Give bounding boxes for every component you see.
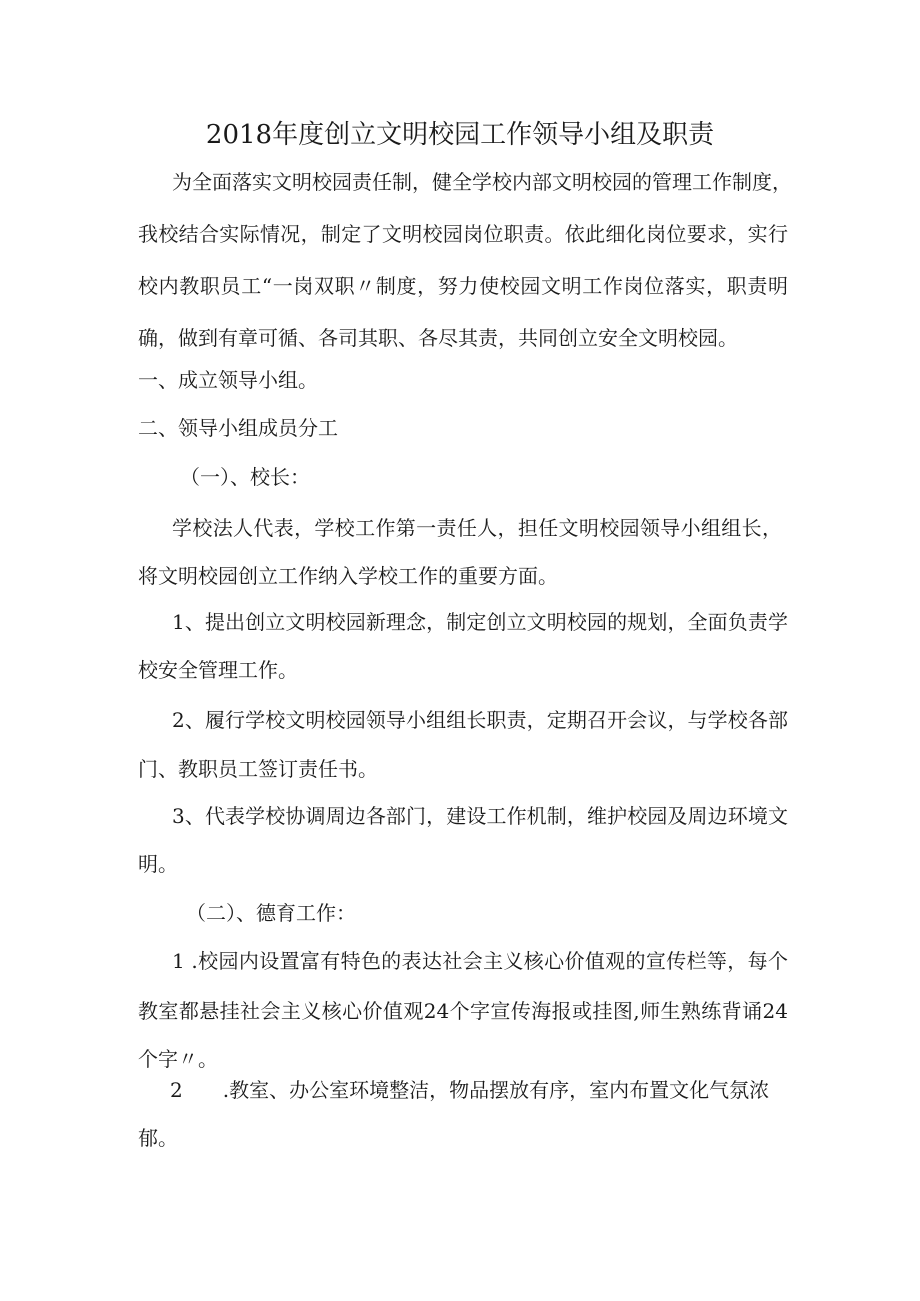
principal-item-3-line-1: 3、代表学校协调周边各部门，建设工作机制，维护校园及周边环境文 <box>172 804 788 828</box>
intro-line-2: 我校结合实际情况，制定了文明校园岗位职责。依此细化岗位要求，实行 <box>138 222 788 246</box>
moral-item-1-line-2: 教室都悬挂社会主义核心价值观24个字宣传海报或挂图,师生熟练背诵24 <box>138 999 788 1023</box>
section-heading-2: 二、领导小组成员分工 <box>138 416 338 440</box>
principal-item-3-line-2: 明。 <box>138 852 178 876</box>
intro-line-4: 确，做到有章可循、各司其职、各尽其责，共同创立安全文明校园。 <box>138 326 738 350</box>
principal-desc-line-2: 将文明校园创立工作纳入学校工作的重要方面。 <box>138 564 558 588</box>
subsection-heading-moral: （二）、德育工作： <box>186 901 356 925</box>
moral-item-2-line-2: 郁。 <box>138 1126 178 1150</box>
intro-line-1: 为全面落实文明校园责任制，健全学校内部文明校园的管理工作制度， <box>172 170 792 194</box>
moral-item-1-line-3: 个字〃。 <box>138 1047 218 1071</box>
document-title: 2018年度创立文明校园工作领导小组及职责 <box>205 120 715 150</box>
principal-desc-line-1: 学校法人代表，学校工作第一责任人，担任文明校园领导小组组长， <box>172 516 782 540</box>
subsection-heading-principal: （一）、校长： <box>180 465 310 489</box>
principal-item-2-line-1: 2、履行学校文明校园领导小组组长职责，定期召开会议，与学校各部 <box>172 708 788 732</box>
principal-item-1-line-2: 校安全管理工作。 <box>138 658 298 682</box>
section-heading-1: 一、成立领导小组。 <box>138 368 318 392</box>
principal-item-2-line-2: 门、教职员工签订责任书。 <box>138 757 378 781</box>
principal-item-1-line-1: 1、提出创立文明校园新理念，制定创立文明校园的规划，全面负责学 <box>172 610 788 634</box>
moral-item-2-line-1: 2 .教室、办公室环境整洁，物品摆放有序，室内布置文化气氛浓 <box>170 1078 770 1102</box>
intro-line-3: 校内教职员工“一岗双职〃制度，努力使校园文明工作岗位落实，职责明 <box>138 274 788 298</box>
moral-item-1-line-1: 1 .校园内设置富有特色的表达社会主义核心价值观的宣传栏等，每个 <box>172 949 788 973</box>
